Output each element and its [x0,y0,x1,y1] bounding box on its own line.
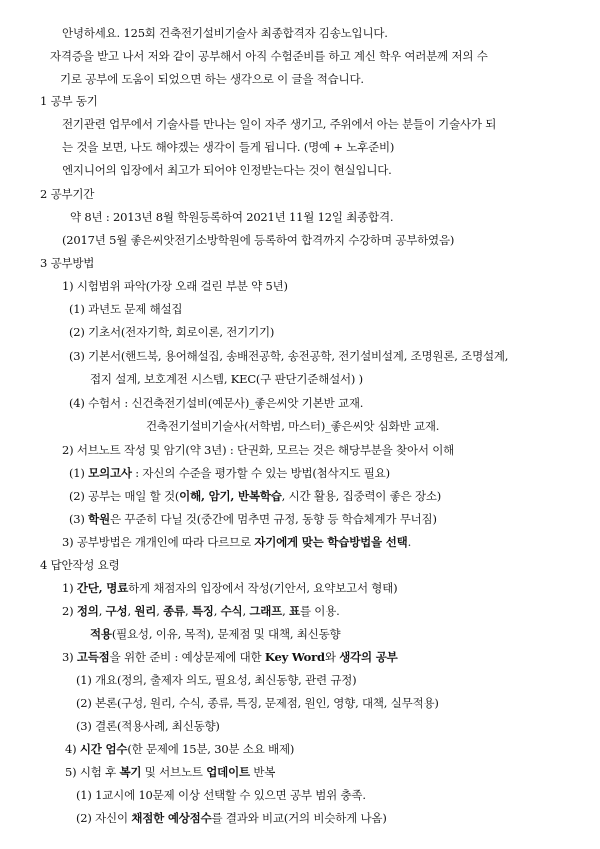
section-heading-answer-writing: 4 답안작성 요령 [40,558,120,572]
answer-item-3-2: (2) 본론(구성, 원리, 수식, 종류, 특징, 문제점, 원인, 영향, 대책, 실무적용) [76,696,439,710]
answer-item-2a: 2) 정의, 구성, 원리, 종류, 특징, 수식, 그래프, 표를 이용. [62,604,340,618]
answer-item-1: 1) 간단, 명료하게 채점자의 입장에서 작성(기안서, 요약보고서 형태) [62,581,398,595]
intro-line-3: 기로 공부에 도움이 되었으면 하는 생각으로 이 글을 적습니다. [60,72,364,86]
method-item-2-3: (3) 학원은 꾸준히 다닐 것(중간에 멈추면 규정, 동향 등 학습체계가 무너짐) [69,512,437,526]
section-heading-method: 3 공부방법 [40,256,95,270]
answer-item-3-3: (3) 결론(적용사례, 최신동향) [76,719,220,733]
method-item-1-1: (1) 과년도 문제 해설집 [69,302,183,316]
section-heading-period: 2 공부기간 [40,187,95,201]
answer-item-5: 5) 시험 후 복기 및 서브노트 업데이트 반복 [65,765,276,779]
method-item-1-3a: (3) 기본서(핸드북, 용어해설집, 송배전공학, 송전공학, 전기설비설계, 조명원론, 조명설계, [69,349,509,363]
method-item-1-2: (2) 기초서(전자기학, 회로이론, 전기기기) [69,325,275,339]
method-item-2-2: (2) 공부는 매일 할 것(이해, 암기, 반복학습, 시간 활용, 집중력이 좋은 장소) [69,489,442,503]
answer-item-5-1: (1) 1교시에 10문제 이상 선택할 수 있으면 공부 범위 충족. [76,788,366,802]
method-item-2: 2) 서브노트 작성 및 암기(약 3년) : 단권화, 모르는 것은 해당부분을 찾아서 이해 [62,443,455,457]
method-item-1-4b: 건축전기설비기술사(서학범, 마스터)_좋은씨앗 심화반 교재. [146,419,440,433]
answer-item-5-2: (2) 자신이 채점한 예상점수를 결과와 비교(거의 비슷하게 나옴) [76,811,387,825]
period-line-1: 약 8년 : 2013년 8월 학원등록하여 2021년 11월 12일 최종합격. [70,210,394,224]
answer-item-3: 3) 고득점을 위한 준비 : 예상문제에 대한 Key Word와 생각의 공부 [62,650,398,664]
intro-line-2: 자격증을 받고 나서 저와 같이 공부해서 아직 수험준비를 하고 계신 학우 여러분께 저의 수 [50,49,488,63]
method-item-2-1: (1) 모의고사 : 자신의 수준을 평가할 수 있는 방법(첨삭지도 필요) [69,466,390,480]
answer-item-4: 4) 시간 엄수(한 문제에 15분, 30분 소요 배제) [65,742,295,756]
method-item-1-4a: (4) 수험서 : 신건축전기설비(예문사)_좋은씨앗 기본반 교재. [69,396,364,410]
motivation-line-1: 전기관련 업무에서 기술사를 만나는 일이 자주 생기고, 주위에서 아는 분들이 기술사가 되 [62,117,497,131]
answer-item-2b: 적용(필요성, 이유, 목적), 문제점 및 대책, 최신동향 [90,627,341,641]
section-heading-motivation: 1 공부 동기 [40,94,98,108]
method-item-1-3b: 접지 설계, 보호계전 시스템, KEC(구 판단기준해설서) ) [90,372,363,386]
answer-item-3-1: (1) 개요(정의, 출제자 의도, 필요성, 최신동향, 관련 규정) [76,673,357,687]
method-item-1: 1) 시험범위 파악(가장 오래 걸린 부분 약 5년) [62,279,288,293]
motivation-line-3: 엔지니어의 입장에서 최고가 되어야 인정받는다는 것이 현실입니다. [62,163,392,177]
motivation-line-2: 는 것을 보면, 나도 해야겠는 생각이 들게 됩니다. (명예 + 노후준비) [62,140,395,154]
intro-line-1: 안녕하세요. 125회 건축전기설비기술사 최종합격자 김송노입니다. [62,26,388,40]
method-item-3: 3) 공부방법은 개개인에 따라 다르므로 자기에게 맞는 학습방법을 선택. [62,535,412,549]
period-line-2: (2017년 5월 좋은씨앗전기소방학원에 등록하여 합격까지 수강하며 공부하였음) [62,233,455,247]
